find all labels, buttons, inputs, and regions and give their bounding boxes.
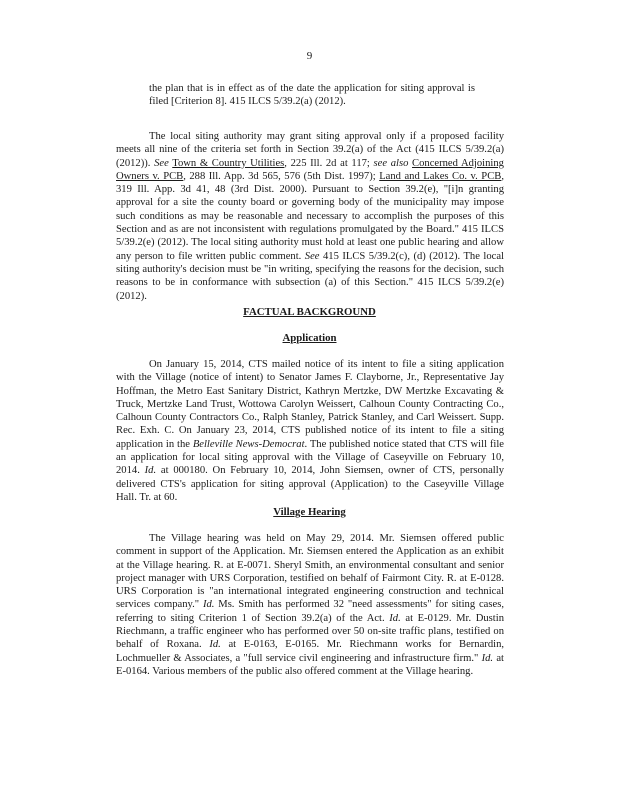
citation-id: Id. [481,652,494,664]
text-segment: , 288 Ill. App. 3d 565, 576 (5th Dist. 1997); [183,170,380,182]
citation-signal: See [304,250,320,262]
text-segment: at E-0164. Various members of the public also offered comment at the Village hearing. [116,652,504,677]
text-segment: , 225 Ill. 2d at 117; [284,157,374,169]
case-name: Land and Lakes Co. v. PCB [379,170,502,182]
subsection-heading-application: Application [282,332,337,344]
citation-id: Id. [209,639,221,651]
text-segment: The Village hearing was held on May 29, 2014. Mr. Siemsen offered public comment in support of the Application. Mr. Siemsen entered the Application as an exhibit at the Village hearing. R. at E-0071. Sheryl Smith, an environmental consultant and senior project manager with URS Corporation, testified on behalf of Fairmont City. R. at E-0128. URS Corporation is "an international integrated engineering construction and technical services company." [116,533,504,611]
citation-id: Id. [202,599,215,611]
section-heading-factual-background: FACTUAL BACKGROUND [243,306,376,318]
text-segment: at 000180. On February 10, 2014, John Siemsen, owner of CTS, personally delivered CTS's application for siting approval (Application) to the Caseyville Village Hall. Tr. at 60. [116,465,504,503]
subsection-heading-village-hearing: Village Hearing [273,506,346,518]
text-segment: The local siting authority may grant siting approval only if a proposed facility meets all nine of the criteria set forth in Section 39.2(a) of the Act (415 ILCS 5/39.2(a) (2012)). [116,131,504,169]
citation-id: Id. [389,612,401,624]
citation-signal: See [154,157,169,169]
paragraph-application [116,358,504,504]
text-segment: 415 ILCS 5/39.2(c), (d) (2012). The local siting authority's decision must be "in writing, specifying the reasons for the decision, such reasons to be in conformance with subsection (a) of this Section." 415 ILCS 5/39.2(e) (2012). [116,250,504,302]
text-segment: , 319 Ill. App. 3d 41, 48 (3rd Dist. 2000). Pursuant to Section 39.2(e), "[i]n granting approval for a site the county board or governing body of the municipality may impose such conditions as may be reasonable and necessary to accomplish the purposes of this Section and as are not inconsistent with regulations promulgated by the Board." 415 ILCS 5/39.2(e) (2012). The local siting authority must hold at least one public hearing and allow any person to file written public comment. [116,170,504,262]
citation-id: Id. [144,465,157,477]
case-name: Town & Country Utilities [172,157,285,169]
statute-quote: the plan that is in effect as of the date the application for siting approval is filed [Criterion 8]. 415 ILCS 5/39.2(a) (2012). [149,83,475,108]
page-number: 9 [306,50,313,62]
citation-signal: see also [373,157,409,169]
text-segment: at E-0129. Mr. Dustin Riechmann, a traffic engineer who has performed over 50 on-site traffic plans, testified on behalf of Roxana. [116,612,504,651]
text-segment: at E-0163, E-0165. Mr. Riechmann works for Bernardin, Lochmueller & Associates, a "full service civil engineering and infrastructure firm." [116,639,505,664]
paragraph-siting-authority [116,130,504,303]
publication-name: Belleville News-Democrat [192,438,305,450]
paragraph-village-hearing [116,532,504,678]
text-segment: On January 15, 2014, CTS mailed notice of its intent to file a siting application with the Village (notice of intent) to Senator James F. Clayborne, Jr., Representative Jay Hoffman, the Metro East Sanitary District, Kathryn Mertzke, DW Mertzke Excavating & Truck, Mertzke Land Trust, Wottowa Carolyn Weissert, Calhoun County Contracting Co., Calhoun County Contractors Co., Ralph Stanley, Patrick Stanley, and Carl Weissert. Supp. Rec. Exh. C. On January 23, 2014, CTS published notice of its intent to file a siting application in the [116,359,504,450]
case-name: Concerned Adjoining Owners v. PCB [116,157,504,182]
text-segment: . The published notice stated that CTS will file an application for local siting approval with the Village of Caseyville on February 10, 2014. [116,438,504,477]
text-segment: Ms. Smith has performed 32 "need assessments" for siting cases, referring to siting Criterion 1 of Section 39.2(a) of the Act. [116,599,504,624]
